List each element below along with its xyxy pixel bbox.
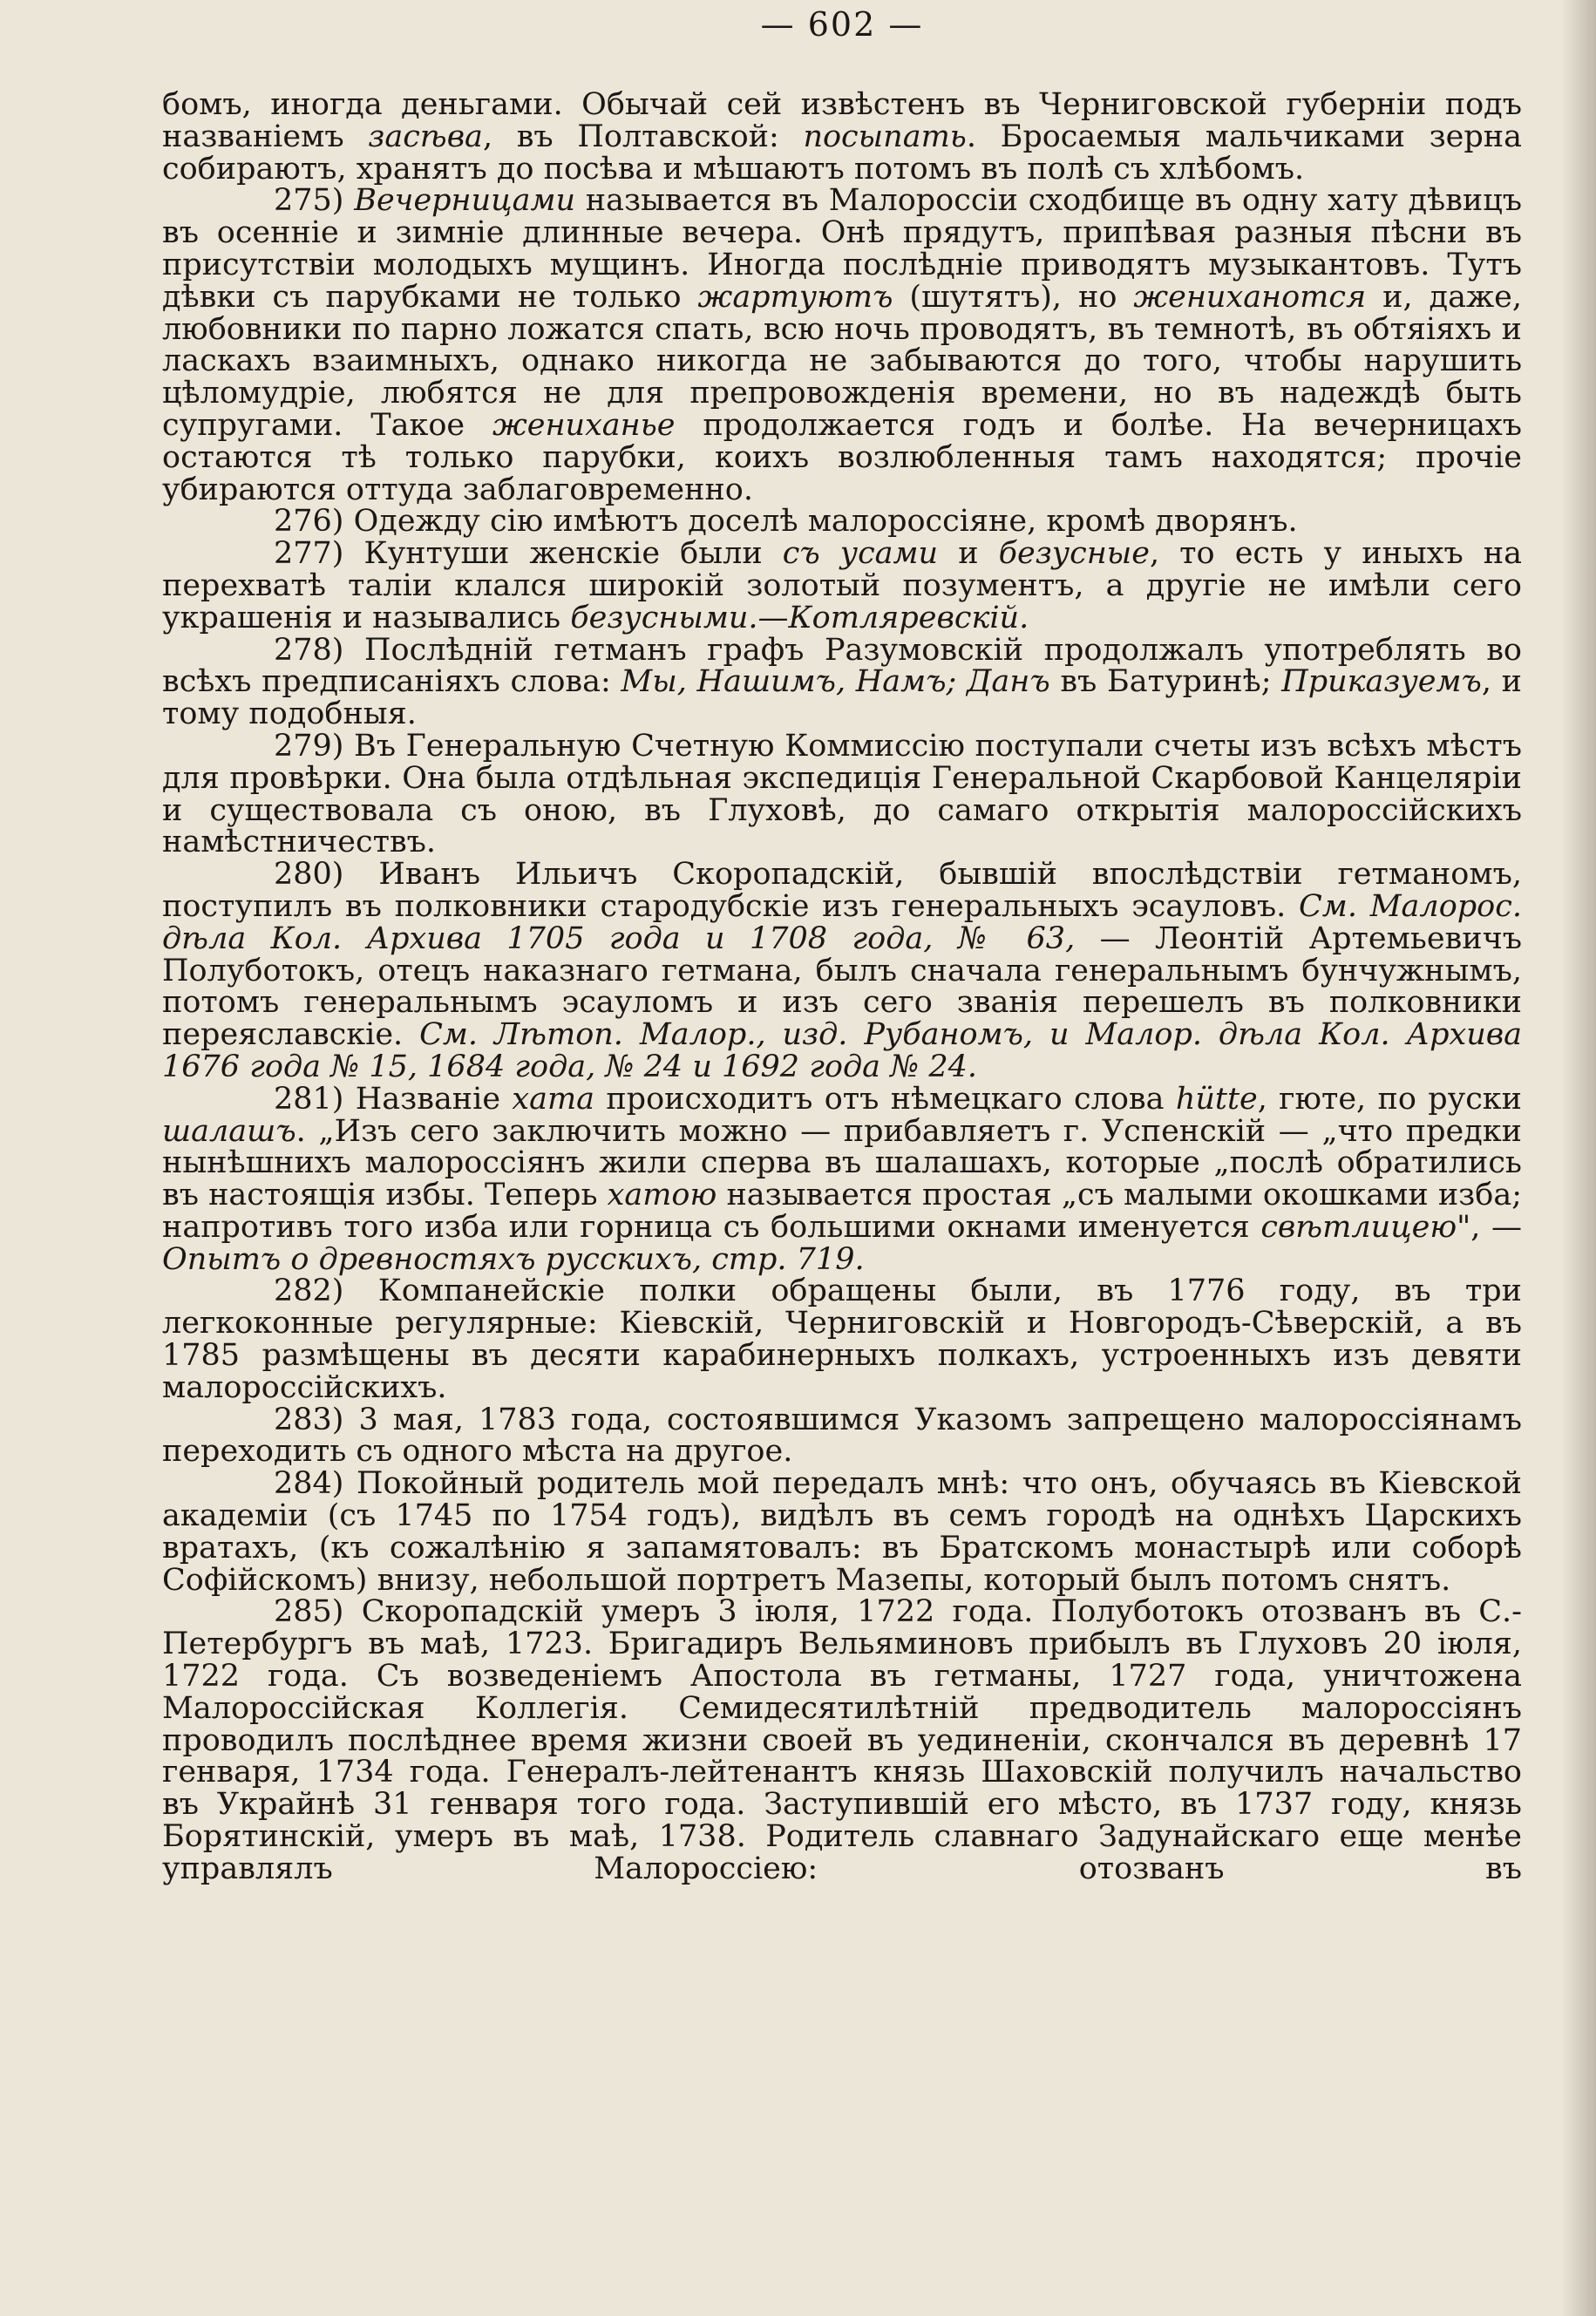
text-run: называется простая „съ малыми окошками изба; напротивъ того изба или горница съ большими окнами именуется bbox=[162, 1178, 1522, 1245]
note-paragraph-p275 bbox=[162, 185, 1522, 506]
text-run: 281) Названіе bbox=[274, 1081, 513, 1117]
text-run: продолжается годъ и болѣе. На вечерницахъ остаются тѣ только парубки, коихъ возлюбленныя тамъ находятся; прочіе убираются оттуда заблаговременно. bbox=[162, 407, 1523, 507]
italic-text: съ усами bbox=[782, 536, 939, 572]
note-paragraph-p281 bbox=[162, 1083, 1522, 1276]
note-paragraph-p0 bbox=[162, 89, 1522, 185]
notes-body bbox=[162, 89, 1522, 1885]
text-run: 276) Одежду сію имѣютъ доселѣ малороссіяне, кромѣ дворянъ. bbox=[274, 504, 1298, 540]
text-run: , то есть у иныхъ на перехватѣ таліи клался широкій золотый позументъ, а другіе не имѣли сего украшенія и назывались bbox=[162, 536, 1522, 635]
text-run: 283) 3 мая, 1783 года, состоявшимся Указомъ запрещено малороссіянамъ переходить съ одного мѣста на другое. bbox=[162, 1402, 1522, 1470]
italic-text: свѣтлицею bbox=[1260, 1209, 1457, 1245]
italic-text: хата bbox=[512, 1081, 595, 1117]
note-paragraph-p282 bbox=[162, 1275, 1522, 1403]
italic-text: Мы, Нашимъ, Намъ; Данъ bbox=[621, 664, 1050, 700]
text-run: 282) Компанейскіе полки обращены были, въ 1776 году, въ три легкоконные регулярные: Кіевскій, Черниговскій и Новгородъ-Сѣверскій, а въ 1785 размѣщены въ десяти карабинерныхъ полкахъ, устроенныхъ изъ девяти малороссійскихъ. bbox=[162, 1273, 1522, 1405]
text-run: . „Изъ сего заключить можно — прибавляетъ г. Успенскій — „что предки нынѣшнихъ малороссіянъ жили сперва въ шалашахъ, которые „послѣ обратились въ настоящія избы. Теперь bbox=[162, 1113, 1522, 1213]
text-run: (шутятъ), но bbox=[893, 279, 1134, 315]
note-paragraph-p285 bbox=[162, 1596, 1522, 1885]
text-run: 285) Скоропадскій умеръ 3 іюля, 1722 года. Полуботокъ отозванъ въ С.-Петербургъ въ маѣ, 1723. Бригадиръ Вельяминовъ прибылъ въ Глуховъ 20 іюля, 1722 года. Съ возведеніемъ Апостола въ гетманы, 1727 года, уничтожена Малороссійская Коллегія. Семидесятилѣтній предводитель малороссіянъ проводилъ послѣднее время жизни своей въ уединеніи, скончался въ деревнѣ 17 генваря, 1734 года. Генералъ-лейтенантъ князь Шаховскій получилъ начальство въ Украйнѣ 31 генваря того года. Заступившій его мѣсто, въ 1737 году, князь Борятинскій, умеръ въ маѣ, 1738. Родитель славнаго Задунайскаго еще менѣе управлялъ Малороссіею: отозванъ въ bbox=[162, 1594, 1522, 1886]
italic-text: хатою bbox=[607, 1178, 717, 1213]
text-run: . Бросаемыя мальчиками зерна собираютъ, хранятъ до посѣва и мѣшаютъ потомъ въ полѣ съ хлѣбомъ. bbox=[162, 119, 1522, 187]
italic-text: жартуютъ bbox=[697, 279, 893, 315]
text-run: , въ Полтавской: bbox=[482, 119, 804, 154]
text-run: 280) Иванъ Ильичъ Скоропадскій, бывшій впослѣдствіи гетманомъ, поступилъ въ полковники стародубскіе изъ генеральныхъ эсауловъ. bbox=[162, 857, 1522, 924]
text-run: въ Батуринѣ; bbox=[1049, 664, 1282, 700]
text-run: 275) bbox=[274, 183, 355, 219]
text-run: и, даже, любовники по парно ложатся спать, всю ночь проводятъ, въ темнотѣ, въ обтяіяхъ и ласкахъ взаимныхъ, однако никогда не забываются до того, чтобы нарушить цѣломудріе, любятся не для препровожденія времени, но въ надеждѣ быть супругами. Такое bbox=[162, 279, 1522, 443]
note-paragraph-p278 bbox=[162, 632, 1522, 732]
italic-text: безусными.—Котляревскій. bbox=[570, 600, 1029, 635]
note-paragraph-p283 bbox=[162, 1404, 1522, 1469]
italic-text: hütte bbox=[1175, 1081, 1258, 1117]
italic-text: безусные bbox=[998, 536, 1150, 572]
text-run: называется въ Малороссіи сходбище въ одну хату дѣвицъ въ осенніе и зимніе длинные вечера. Онѣ прядутъ, припѣвая разныя пѣсни въ присутствіи молодыхъ мущинъ. Иногда послѣдніе приводятъ музыкантовъ. Тутъ дѣвки съ парубками не только bbox=[162, 183, 1522, 315]
book-page bbox=[162, 0, 1522, 2316]
text-run: — Леонтій Артемьевичъ Полуботокъ, отецъ наказнаго гетмана, былъ сначала генеральнымъ бунчужнымъ, потомъ генеральнымъ эсауломъ и изъ сего званія перешелъ въ полковники переяславскіе. bbox=[162, 920, 1522, 1053]
note-paragraph-p276 bbox=[162, 506, 1522, 538]
text-run: происходитъ отъ нѣмецкаго слова bbox=[594, 1081, 1176, 1117]
note-paragraph-p280 bbox=[162, 859, 1522, 1083]
text-run: 279) Въ Генеральную Счетную Коммиссію поступали счеты изъ всѣхъ мѣстъ для провѣрки. Она была отдѣльная экспедиція Генеральной Скарбовой Канцеляріи и существовала съ оною, въ Глуховѣ, до самаго открытія малороссійскихъ намѣстничествъ. bbox=[162, 728, 1522, 860]
italic-text: посыпать bbox=[803, 119, 967, 154]
italic-text: жениханотся bbox=[1133, 279, 1367, 315]
note-paragraph-p279 bbox=[162, 730, 1522, 859]
text-run: , гюте, по руски bbox=[1257, 1081, 1522, 1117]
italic-text: засѣва bbox=[368, 119, 483, 154]
text-run: 284) Покойный родитель мой передалъ мнѣ: что онъ, обучаясь въ Кіевской академіи (съ 1745 по 1754 годъ), видѣлъ въ семъ городѣ на однѣхъ Царскихъ вратахъ, (къ сожалѣнію я запамятовалъ: въ Братскомъ монастырѣ или соборѣ Софійскомъ) внизу, небольшой портретъ Мазепы, который былъ потомъ снятъ. bbox=[162, 1466, 1522, 1598]
italic-text: Приказуемъ bbox=[1281, 664, 1482, 700]
note-paragraph-p277 bbox=[162, 538, 1522, 634]
page-edge-shadow bbox=[1561, 0, 1596, 2316]
italic-text: шалашъ bbox=[162, 1113, 296, 1149]
text-run: , и тому подобныя. bbox=[162, 664, 1522, 732]
italic-text: Вечерницами bbox=[354, 183, 576, 219]
text-run: 278) Послѣдній гетманъ графъ Разумовскій продолжалъ употреблять во всѣхъ предписаніяхъ слова: bbox=[162, 632, 1522, 700]
italic-text: См. Лѣтоп. Малор., изд. Рубаномъ, и Малор. дѣла Кол. Архива 1676 года № 15, 1684 года, № 24 и 1692 года № 24. bbox=[162, 1017, 1522, 1084]
page-number: — 602 — bbox=[760, 5, 924, 44]
italic-text: См. Малорос. дѣла Кол. Архива 1705 года и 1708 года, № 63, bbox=[162, 888, 1522, 956]
italic-text: Опытъ о древностяхъ русскихъ, стр. 719. bbox=[162, 1241, 865, 1277]
text-run: 277) Кунтуши женскіе были bbox=[274, 536, 783, 572]
text-run: ", — bbox=[1457, 1209, 1522, 1245]
note-paragraph-p284 bbox=[162, 1468, 1522, 1596]
text-run: и bbox=[938, 536, 999, 572]
text-run: бомъ, иногда деньгами. Обычай сей извѣстенъ въ Черниговской губерніи подъ названіемъ bbox=[162, 87, 1522, 154]
italic-text: жениханье bbox=[492, 407, 676, 443]
